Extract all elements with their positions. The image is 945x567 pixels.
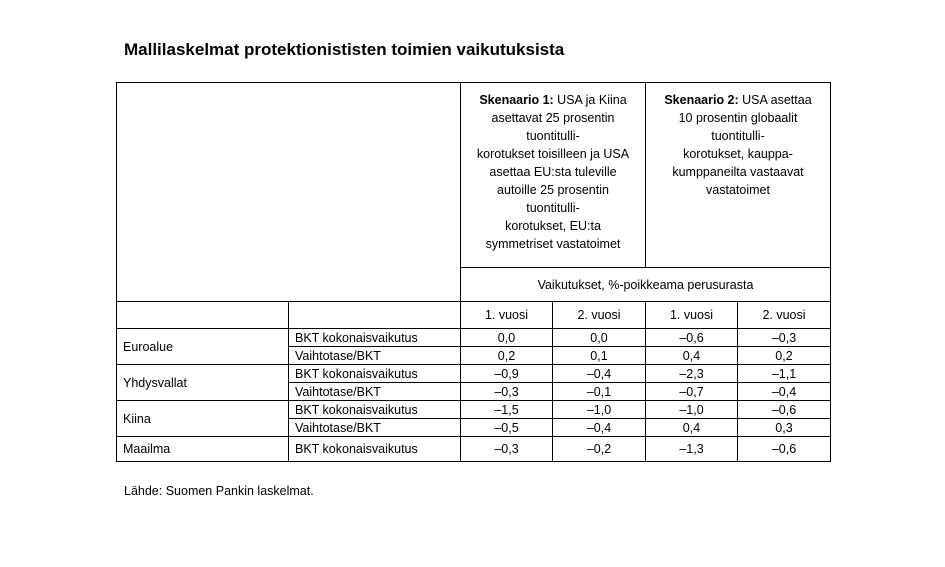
- value-cell: –0,6: [738, 401, 831, 419]
- value-cell: –1,3: [646, 437, 738, 462]
- value-cell: –0,9: [461, 365, 553, 383]
- table-title: Mallilaskelmat protektionististen toimien vaikutuksista: [124, 40, 565, 59]
- value-cell: –0,3: [738, 329, 831, 347]
- value-cell: –0,3: [461, 437, 553, 462]
- results-table: [116, 82, 831, 462]
- value-cell: –1,5: [461, 401, 553, 419]
- value-cell: 0,1: [553, 347, 646, 365]
- indicator-cell: BKT kokonaisvaikutus: [289, 365, 461, 383]
- value-cell: –0,6: [738, 437, 831, 462]
- indicator-cell: BKT kokonaisvaikutus: [289, 401, 461, 419]
- year-header: 2. vuosi: [738, 302, 831, 329]
- indicator-cell: Vaihtotase/BKT: [289, 383, 461, 401]
- value-cell: –2,3: [646, 365, 738, 383]
- region-cell: Euroalue: [117, 329, 289, 365]
- scenario-1-line: symmetriset vastatoimet: [485, 237, 621, 251]
- value-cell: 0,0: [461, 329, 553, 347]
- value-cell: 0,4: [646, 419, 738, 437]
- empty-indicator-header: [289, 302, 461, 329]
- scenario-1-line: korotukset, EU:ta: [505, 219, 601, 233]
- value-cell: 0,3: [738, 419, 831, 437]
- empty-header-cell: [117, 83, 461, 302]
- scenario-1-label: Skenaario 1:: [479, 93, 554, 107]
- scenario-1-line: asettavat 25 prosentin: [491, 111, 615, 125]
- impact-header: Vaikutukset, %-poikkeama perusurasta: [461, 268, 831, 302]
- value-cell: –0,5: [461, 419, 553, 437]
- source-note: Lähde: Suomen Pankin laskelmat.: [124, 484, 314, 498]
- indicator-cell: Vaihtotase/BKT: [289, 419, 461, 437]
- scenario-1-line: tuontitulli-: [526, 201, 580, 215]
- year-header: 1. vuosi: [461, 302, 553, 329]
- value-cell: –0,7: [646, 383, 738, 401]
- scenario-2-line: 10 prosentin globaalit: [678, 111, 798, 125]
- scenario-2-line: kumppaneilta vastaavat: [672, 165, 804, 179]
- value-cell: 0,4: [646, 347, 738, 365]
- scenario-1-line: USA ja Kiina: [557, 93, 627, 107]
- indicator-cell: BKT kokonaisvaikutus: [289, 329, 461, 347]
- value-cell: 0,2: [461, 347, 553, 365]
- value-cell: –0,4: [738, 383, 831, 401]
- value-cell: –0,4: [553, 419, 646, 437]
- value-cell: 0,2: [738, 347, 831, 365]
- scenario-1-line: korotukset toisilleen ja USA: [476, 147, 630, 161]
- value-cell: 0,0: [553, 329, 646, 347]
- year-header: 1. vuosi: [646, 302, 738, 329]
- empty-region-header: [117, 302, 289, 329]
- scenario-2-line: vastatoimet: [706, 183, 770, 197]
- region-cell: Kiina: [117, 401, 289, 437]
- scenario-1-line: tuontitulli-: [526, 129, 580, 143]
- scenario-1-header: [461, 83, 646, 268]
- value-cell: –0,1: [553, 383, 646, 401]
- value-cell: –1,1: [738, 365, 831, 383]
- value-cell: –0,4: [553, 365, 646, 383]
- indicator-cell: BKT kokonaisvaikutus: [289, 437, 461, 462]
- value-cell: –1,0: [553, 401, 646, 419]
- value-cell: –0,6: [646, 329, 738, 347]
- value-cell: –1,0: [646, 401, 738, 419]
- value-cell: –0,3: [461, 383, 553, 401]
- scenario-2-label: Skenaario 2:: [664, 93, 739, 107]
- scenario-1-line: asettaa EU:sta tuleville: [489, 165, 617, 179]
- scenario-2-line: tuontitulli-: [711, 129, 765, 143]
- region-cell: Maailma: [117, 437, 289, 462]
- scenario-2-line: korotukset, kauppa-: [683, 147, 793, 161]
- value-cell: –0,2: [553, 437, 646, 462]
- indicator-cell: Vaihtotase/BKT: [289, 347, 461, 365]
- region-cell: Yhdysvallat: [117, 365, 289, 401]
- scenario-1-line: autoille 25 prosentin: [497, 183, 609, 197]
- scenario-2-header: [646, 83, 831, 268]
- year-header: 2. vuosi: [553, 302, 646, 329]
- scenario-2-line: USA asettaa: [742, 93, 812, 107]
